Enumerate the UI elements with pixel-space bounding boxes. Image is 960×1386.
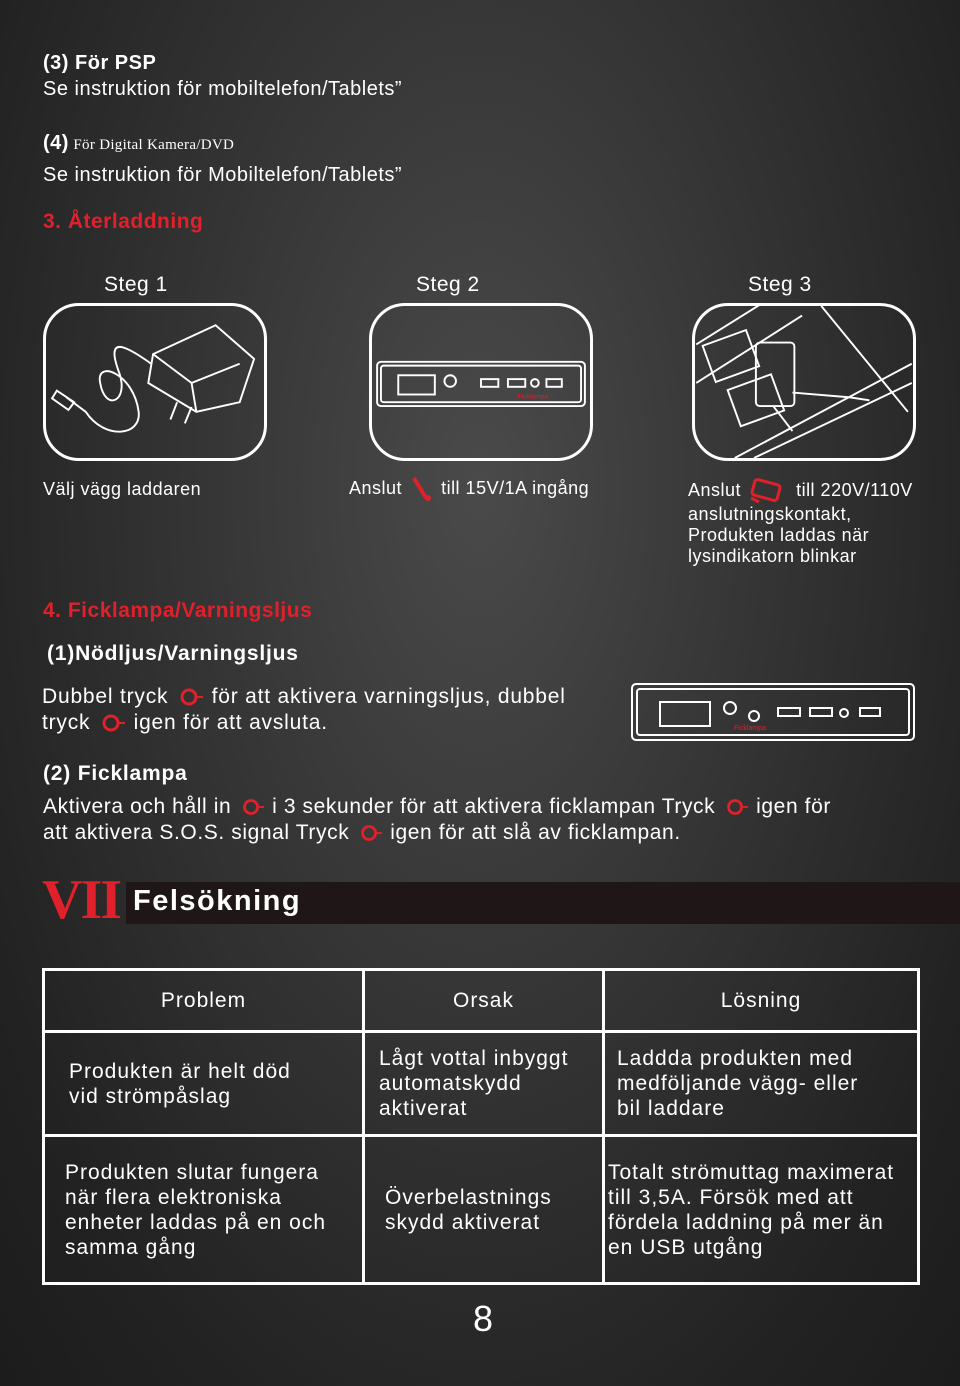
camera-instruction: Se instruktion för Mobiltelefon/Tablets”: [43, 164, 403, 186]
light-button-icon: [97, 713, 127, 733]
emergency-text: [42, 684, 566, 736]
table-cell-solution: [604, 1136, 919, 1284]
emergency-title: (1)Nödljus/Varningsljus: [47, 642, 299, 665]
table-cell-problem: [44, 1136, 364, 1284]
step3-caption-pre: Anslut: [688, 479, 742, 500]
step2-label: Steg 2: [416, 273, 480, 296]
psp-instruction: Se instruktion för mobiltelefon/Tablets”: [43, 78, 403, 100]
table-cell-solution: [604, 1032, 919, 1136]
flashlight-title: (2) Ficklampa: [43, 762, 188, 785]
step1-image: [43, 303, 267, 461]
cell-line: samma gång: [65, 1235, 197, 1259]
psp-heading: [43, 52, 156, 75]
cell-line: aktiverat: [379, 1097, 468, 1120]
light-button-icon: [356, 823, 384, 843]
troubleshooting-table: [42, 968, 920, 1285]
flashlight-l1-b: i 3 sekunder för att aktivera ficklampan Tryck: [272, 795, 716, 818]
cell-line: skydd aktiverat: [385, 1210, 541, 1234]
step1-label: Steg 1: [104, 273, 168, 296]
step3-caption-line3: Produkten laddas när: [688, 525, 870, 545]
svg-text:Ficklampa: Ficklampa: [517, 393, 549, 401]
psp-number: (3): [43, 52, 69, 74]
table-row: [44, 1136, 919, 1284]
header-solution: [604, 970, 919, 1032]
cell-line: Laddda produkten med: [617, 1047, 853, 1070]
cell-line: när flera elektroniska: [65, 1185, 282, 1209]
flashlight-l2-b: igen för att slå av ficklampan.: [390, 821, 681, 844]
cell-line: enheter laddas på en och: [65, 1210, 327, 1234]
cell-line: fördela laddning på mer än: [608, 1210, 884, 1234]
step3-caption-line2: anslutningskontakt,: [688, 504, 852, 524]
cell-line: Produkten slutar fungera: [65, 1160, 319, 1184]
step2-caption-post: till 15V/1A ingång: [441, 477, 590, 498]
header-cause: [364, 970, 604, 1032]
light-button-icon: [722, 797, 750, 817]
page-number: 8: [472, 1298, 494, 1339]
emergency-l2-pre: tryck: [42, 711, 91, 734]
light-button-icon: [175, 687, 205, 707]
step3-caption-line1: [688, 478, 913, 504]
step3-image: [692, 303, 916, 461]
cell-line: Produkten är helt död: [69, 1059, 291, 1083]
cell-line: Totalt strömuttag maximerat: [608, 1160, 895, 1184]
emergency-l1-post: för att aktivera varningsljus, dubbel: [211, 685, 566, 708]
step2-caption: [349, 476, 589, 502]
svg-text:Ficklampa: Ficklampa: [734, 725, 766, 732]
cell-line: till 3,5A. Försök med att: [608, 1185, 854, 1209]
flashlight-l1-c: igen för: [756, 795, 831, 818]
psp-title: För PSP: [75, 52, 157, 74]
light-button-icon: [238, 797, 266, 817]
cell-line: bil laddare: [617, 1097, 725, 1120]
camera-title: För Digital Kamera/DVD: [73, 137, 235, 153]
cell-line: medföljande vägg- eller: [617, 1072, 859, 1095]
emergency-l2-post: igen för att avsluta.: [133, 711, 328, 734]
dc-plug-icon: [408, 476, 436, 502]
header-solution-label: Lösning: [720, 989, 802, 1012]
flashlight-l2-a: att aktivera S.O.S. signal Tryck: [43, 821, 350, 844]
camera-number: (4): [43, 132, 69, 154]
step2-caption-pre: Anslut: [349, 477, 403, 498]
table-row: [44, 1032, 919, 1136]
device-panel-image: [630, 678, 916, 742]
header-problem: [44, 970, 364, 1032]
device-panel-icon: [630, 678, 916, 742]
outlet-plug-icon: [695, 306, 913, 458]
ac-plug-icon: [747, 478, 791, 504]
step3-caption: [688, 478, 913, 567]
camera-heading: [43, 132, 234, 155]
cell-line: vid strömpåslag: [69, 1084, 232, 1108]
header-cause-label: Orsak: [452, 989, 514, 1012]
flashlight-text: [43, 794, 831, 846]
step3-caption-line4: lysindikatorn blinkar: [688, 546, 857, 566]
step3-caption-post: till 220V/110V: [796, 479, 913, 500]
table-header-row: [44, 970, 919, 1032]
cell-line: en USB utgång: [608, 1235, 764, 1259]
section-roman-numeral: VII: [42, 869, 121, 931]
wall-charger-icon: [46, 306, 264, 458]
step3-label: Steg 3: [748, 273, 812, 296]
table-cell-problem: [44, 1032, 364, 1136]
cell-line: automatskydd: [379, 1072, 522, 1095]
device-panel-icon: [372, 306, 590, 458]
step1-caption: Välj vägg laddaren: [43, 479, 202, 499]
cell-line: Lågt vottal inbyggt: [379, 1047, 569, 1070]
emergency-l1-pre: Dubbel tryck: [42, 685, 169, 708]
header-problem-label: Problem: [160, 989, 247, 1012]
step2-image: [369, 303, 593, 461]
light-heading: 4. Ficklampa/Varningsljus: [43, 599, 313, 622]
table-cell-cause: [364, 1136, 604, 1284]
cell-line: Överbelastnings: [385, 1185, 552, 1209]
recharge-heading: 3. Återladdning: [43, 210, 204, 233]
table-cell-cause: [364, 1032, 604, 1136]
section-title: Felsökning: [133, 885, 302, 917]
flashlight-l1-a: Aktivera och håll in: [43, 795, 232, 818]
